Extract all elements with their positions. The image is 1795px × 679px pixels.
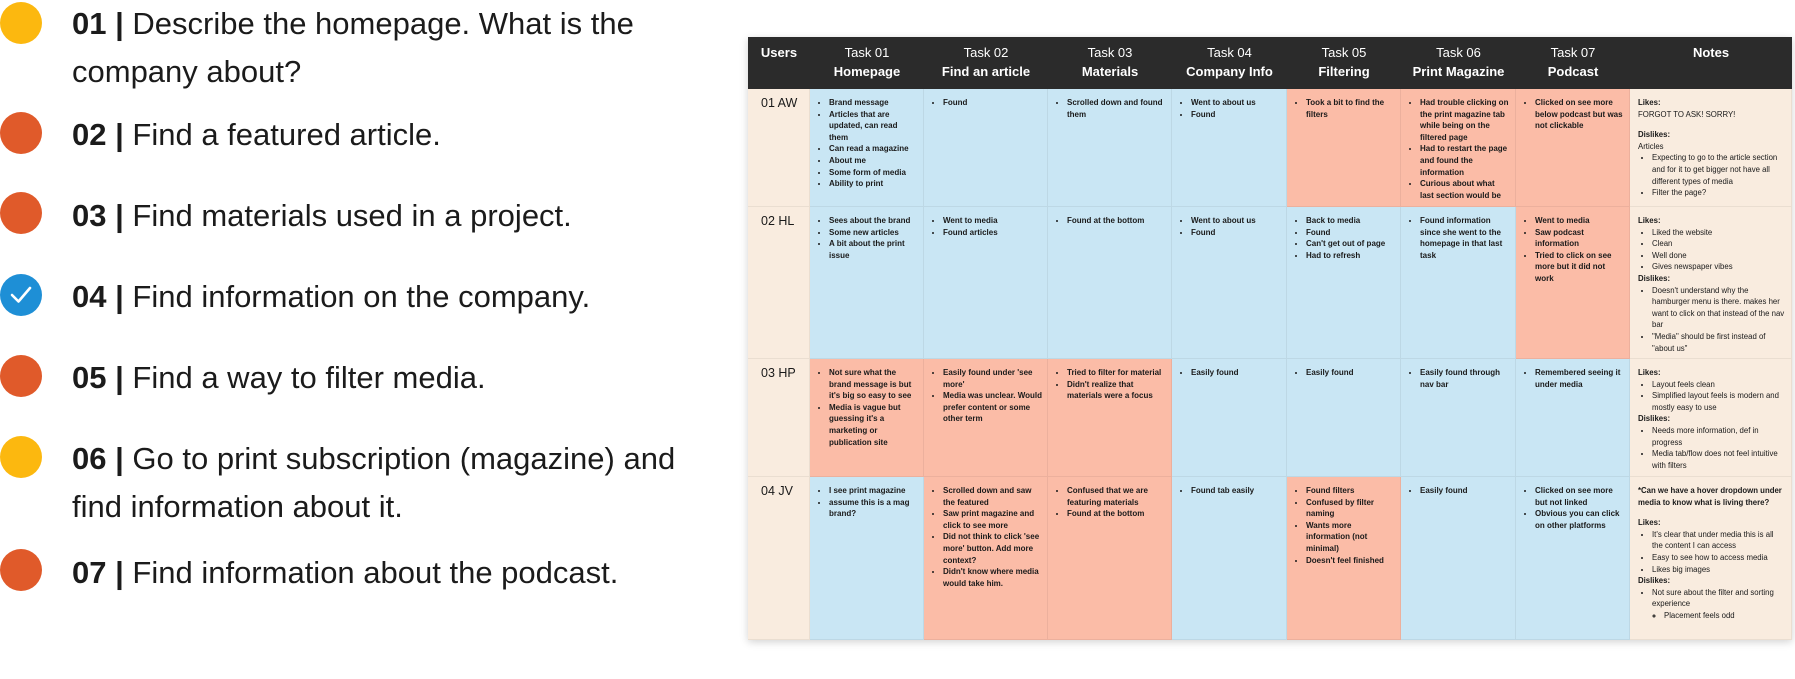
notes-cell bbox=[1630, 359, 1792, 477]
bullet-item: • Media tab/flow does not feel intuitive with filters bbox=[1652, 448, 1785, 471]
dislikes-text: Articles bbox=[1638, 141, 1664, 151]
header-cell bbox=[1287, 37, 1401, 89]
bullet-item: • Scrolled down and found them bbox=[1067, 97, 1166, 120]
observation-list bbox=[1048, 477, 1171, 520]
observation-list bbox=[810, 207, 923, 261]
observation-list bbox=[1401, 89, 1515, 201]
task-label bbox=[72, 549, 712, 597]
observation-list bbox=[1287, 89, 1400, 120]
bullet-item: • Found at the bottom bbox=[1067, 215, 1166, 227]
header-title: Task 04 bbox=[1207, 45, 1252, 60]
notes-cell bbox=[1630, 477, 1792, 640]
bullet-item: • Back to media bbox=[1306, 215, 1395, 227]
header-title: Task 06 bbox=[1436, 45, 1481, 60]
task-line1: Find a featured article. bbox=[132, 117, 441, 152]
status-dot-icon bbox=[0, 192, 42, 234]
observation-list bbox=[1516, 207, 1629, 285]
bullet-item: • Liked the website bbox=[1652, 227, 1785, 239]
task-result-cell bbox=[1287, 89, 1401, 207]
dislikes-label: Dislikes: bbox=[1638, 414, 1671, 424]
likes-label: Likes: bbox=[1638, 216, 1661, 225]
bullet-item: • Found bbox=[1191, 109, 1281, 121]
bullet-item: • Tried to filter for material bbox=[1067, 367, 1166, 379]
sub-list bbox=[1652, 610, 1785, 622]
bullet-item: • Took a bit to find the filters bbox=[1306, 97, 1395, 120]
bullet-item: • Had to restart the page and found the information bbox=[1420, 143, 1510, 178]
bullet-item: • Found at the bottom bbox=[1067, 508, 1166, 520]
bullet-item: • Clicked on see more below podcast but was not clickable bbox=[1535, 97, 1624, 132]
bullet-item: • Easily found bbox=[1191, 367, 1281, 379]
bullet-item: ◦ Placement feels odd bbox=[1664, 610, 1785, 622]
bullet-item: • Easily found through nav bar bbox=[1420, 367, 1510, 390]
observation-list bbox=[924, 207, 1047, 238]
bullet-item: • assume this is a mag brand? bbox=[829, 497, 918, 520]
bullet-item: • Expecting to go to the article section and for it to get bigger not have all different types of media bbox=[1652, 152, 1785, 187]
status-dot-icon bbox=[0, 2, 42, 44]
task-number: 03 | bbox=[72, 198, 124, 233]
bullet-item: • Gives newspaper vibes bbox=[1652, 261, 1785, 273]
likes-label: Likes: bbox=[1638, 98, 1661, 107]
usability-results-table bbox=[748, 37, 1792, 640]
observation-list bbox=[1401, 359, 1515, 390]
bullet-item: • "Media" should be first instead of "about us" bbox=[1652, 331, 1785, 354]
task-result-cell bbox=[1172, 89, 1287, 207]
bullet-item: • Found bbox=[943, 97, 1042, 109]
likes-label: Likes: bbox=[1638, 368, 1661, 377]
status-dot-icon bbox=[0, 355, 42, 397]
task-result-cell bbox=[1401, 89, 1516, 207]
task-number: 02 | bbox=[72, 117, 124, 152]
bullet-item: • Tried to click on see more but it did not work bbox=[1535, 250, 1624, 285]
task-result-cell bbox=[1048, 89, 1172, 207]
bullet-item: • Had trouble clicking on the print magazine tab while being on the filtered page bbox=[1420, 97, 1510, 143]
task-line2: find information about it. bbox=[72, 489, 403, 524]
task-result-cell bbox=[1516, 89, 1630, 207]
task-label bbox=[72, 273, 712, 321]
status-dot-icon bbox=[0, 112, 42, 154]
bullet-item: • Some new articles bbox=[829, 227, 918, 239]
bullet-item: • Remembered seeing it under media bbox=[1535, 367, 1624, 390]
bullet-item: • Easily found under 'see more' bbox=[943, 367, 1042, 390]
bullet-item: • About me bbox=[829, 155, 918, 167]
task-result-cell bbox=[810, 89, 924, 207]
task-result-cell bbox=[1172, 477, 1287, 640]
bullet-item: • Easy to see how to access media bbox=[1652, 552, 1785, 564]
header-title: Task 02 bbox=[963, 45, 1009, 60]
likes-list bbox=[1638, 529, 1785, 575]
dislikes-list bbox=[1638, 425, 1785, 471]
task-result-cell bbox=[1401, 477, 1516, 640]
task-line1: Find information on the company. bbox=[132, 279, 591, 314]
bullet-item: • Obvious you can click on other platforms bbox=[1535, 508, 1624, 531]
bullet-item: • Clean bbox=[1652, 238, 1785, 250]
bullet-item: • Found tab easily bbox=[1191, 485, 1281, 497]
observation-list bbox=[1287, 477, 1400, 566]
header-subtitle: Podcast bbox=[1547, 64, 1599, 79]
bullet-item: • Went to media bbox=[943, 215, 1042, 227]
user-cell: 04 JV bbox=[748, 477, 810, 640]
bullet-item: • Found information since she went to the homepage in that last task bbox=[1420, 215, 1510, 261]
notes-question: *Can we have a hover dropdown under media to know what is living there? bbox=[1638, 486, 1782, 507]
observation-list bbox=[1048, 207, 1171, 227]
bullet-item: • Can read a magazine bbox=[829, 143, 918, 155]
bullet-item: • Doesn't understand why the hamburger menu is there. makes her want to click on that instead of the nav bar bbox=[1652, 285, 1785, 331]
spacer bbox=[1638, 508, 1785, 517]
task-line1: Find information about the podcast. bbox=[132, 555, 619, 590]
status-dot-icon bbox=[0, 549, 42, 591]
bullet-item: • Some form of media bbox=[829, 167, 918, 179]
header-subtitle: Company Info bbox=[1186, 64, 1273, 79]
task-result-cell bbox=[924, 207, 1048, 359]
observation-list bbox=[924, 89, 1047, 109]
task-line1: Describe the homepage. What is the bbox=[132, 6, 634, 41]
bullet-item: • Saw print magazine and click to see more bbox=[943, 508, 1042, 531]
header-cell bbox=[1516, 37, 1630, 89]
task-number: 07 | bbox=[72, 555, 124, 590]
header-cell bbox=[1048, 37, 1172, 89]
task-result-cell bbox=[1287, 477, 1401, 640]
header-title: Users bbox=[760, 45, 798, 60]
bullet-item: • Didn't realize that materials were a focus bbox=[1067, 379, 1166, 402]
task-result-cell bbox=[1287, 207, 1401, 359]
bullet-item: • Didn't know where media would take him. bbox=[943, 566, 1042, 589]
task-result-cell bbox=[1516, 359, 1630, 477]
bullet-item: • Likes big images bbox=[1652, 564, 1785, 576]
bullet-item: • It's clear that under media this is all the content I can access bbox=[1652, 529, 1785, 552]
observation-list bbox=[1401, 207, 1515, 261]
bullet-item: • Ability to print bbox=[829, 178, 918, 190]
bullet-item: • Found filters bbox=[1306, 485, 1395, 497]
task-result-cell bbox=[1516, 477, 1630, 640]
bullet-item: • Easily found bbox=[1420, 485, 1510, 497]
observation-list bbox=[1516, 477, 1629, 531]
bullet-item: • Media is vague but guessing it's a marketing or publication site bbox=[829, 402, 918, 448]
bullet-item: • Wants more information (not minimal) bbox=[1306, 520, 1395, 555]
header-subtitle: Homepage bbox=[833, 64, 901, 79]
header-title: Task 01 bbox=[844, 45, 890, 60]
task-line2: company about? bbox=[72, 54, 302, 89]
task-line1: Go to print subscription (magazine) and bbox=[132, 441, 676, 476]
task-result-cell bbox=[810, 207, 924, 359]
task-result-cell bbox=[1401, 359, 1516, 477]
observation-list bbox=[1401, 477, 1515, 497]
task-number: 04 | bbox=[72, 279, 124, 314]
observation-list bbox=[810, 359, 923, 448]
bullet-item: • Did not think to click 'see more' button. Add more context? bbox=[943, 531, 1042, 566]
likes-text: FORGOT TO ASK! SORRY! bbox=[1638, 109, 1736, 119]
task-result-cell bbox=[924, 359, 1048, 477]
user-cell: 03 HP bbox=[748, 359, 810, 477]
bullet-item: • Needs more information, def in progress bbox=[1652, 425, 1785, 448]
dislikes-list bbox=[1638, 152, 1785, 198]
bullet-item: • Clicked on see more but not linked bbox=[1535, 485, 1624, 508]
task-label bbox=[72, 435, 712, 531]
observation-list bbox=[810, 477, 923, 520]
table-header bbox=[748, 37, 1792, 89]
task-result-cell bbox=[810, 359, 924, 477]
bullet-item: • Not sure about the filter and sorting experience bbox=[1652, 587, 1785, 610]
checkmark-icon bbox=[0, 274, 42, 316]
observation-list bbox=[1287, 359, 1400, 379]
spacer bbox=[1638, 120, 1785, 129]
header-subtitle: Print Magazine bbox=[1412, 64, 1505, 79]
observation-list bbox=[924, 359, 1047, 425]
task-result-cell bbox=[1401, 207, 1516, 359]
bullet-item: • Layout feels clean bbox=[1652, 379, 1785, 391]
task-result-cell bbox=[1172, 207, 1287, 359]
bullet-item: • Had to refresh bbox=[1306, 250, 1395, 262]
likes-label: Likes: bbox=[1638, 518, 1661, 528]
bullet-item: • Easily found bbox=[1306, 367, 1395, 379]
dislikes-label: Dislikes: bbox=[1638, 576, 1671, 586]
notes-cell bbox=[1630, 89, 1792, 207]
task-number: 01 | bbox=[72, 6, 124, 41]
dislikes-list bbox=[1638, 587, 1785, 622]
status-dot-icon bbox=[0, 436, 42, 478]
task-result-cell bbox=[1287, 359, 1401, 477]
task-result-cell bbox=[924, 477, 1048, 640]
bullet-item: • Found bbox=[1191, 227, 1281, 239]
task-result-cell bbox=[1048, 207, 1172, 359]
task-line1: Find a way to filter media. bbox=[132, 360, 486, 395]
task-number: 05 | bbox=[72, 360, 124, 395]
bullet-item: • Saw podcast information bbox=[1535, 227, 1624, 250]
bullet-item: • Doesn't feel finished bbox=[1306, 555, 1395, 567]
bullet-item: • Media was unclear. Would prefer content or some other term bbox=[943, 390, 1042, 425]
task-number: 06 | bbox=[72, 441, 124, 476]
bullet-item: • Confused by filter naming bbox=[1306, 497, 1395, 520]
dislikes-label: Dislikes: bbox=[1638, 130, 1671, 140]
user-cell: 02 HL bbox=[748, 207, 810, 359]
user-cell: 01 AW bbox=[748, 89, 810, 207]
task-result-cell bbox=[1172, 359, 1287, 477]
task-result-cell bbox=[1048, 359, 1172, 477]
task-label bbox=[72, 111, 712, 159]
observation-list bbox=[810, 89, 923, 190]
header-title: Notes bbox=[1692, 45, 1730, 60]
observation-list bbox=[1516, 89, 1629, 132]
bullet-item: • Found articles bbox=[943, 227, 1042, 239]
dislikes-list bbox=[1638, 285, 1785, 355]
bullet-item: • Brand message bbox=[829, 97, 918, 109]
observation-list bbox=[1048, 89, 1171, 120]
observation-list bbox=[1172, 359, 1286, 379]
likes-list bbox=[1638, 227, 1785, 273]
task-label bbox=[72, 354, 712, 402]
bullet-item: • Went to media bbox=[1535, 215, 1624, 227]
task-result-cell bbox=[1516, 207, 1630, 359]
bullet-item: • Simplified layout feels is modern and mostly easy to use bbox=[1652, 390, 1785, 413]
dislikes-label: Dislikes: bbox=[1638, 273, 1671, 283]
bullet-item: • Not sure what the brand message is but it's big so easy to see bbox=[829, 367, 918, 402]
bullet-item: • Found bbox=[1306, 227, 1395, 239]
bullet-item: • I see print magazine bbox=[829, 485, 918, 497]
header-cell bbox=[924, 37, 1048, 89]
bullet-item: • Can't get out of page bbox=[1306, 238, 1395, 250]
bullet-item: • Sees about the brand bbox=[829, 215, 918, 227]
bullet-item: • Confused that we are featuring materials bbox=[1067, 485, 1166, 508]
observation-list bbox=[1172, 207, 1286, 238]
task-result-cell bbox=[924, 89, 1048, 207]
task-result-cell bbox=[1048, 477, 1172, 640]
header-title: Task 07 bbox=[1550, 45, 1596, 60]
header-subtitle: Filtering bbox=[1318, 64, 1370, 79]
bullet-item: • Scrolled down and saw the featured bbox=[943, 485, 1042, 508]
bullet-item: • A bit about the print issue bbox=[829, 238, 918, 261]
task-label bbox=[72, 0, 712, 96]
header-subtitle: Find an article bbox=[941, 64, 1031, 79]
bullet-item: • Curious about what last section would be bbox=[1420, 178, 1510, 201]
observation-list bbox=[1048, 359, 1171, 402]
observation-list bbox=[1172, 477, 1286, 497]
header-subtitle: Materials bbox=[1081, 64, 1139, 79]
task-label bbox=[72, 192, 712, 240]
header-cell bbox=[1630, 37, 1792, 89]
observation-list bbox=[1287, 207, 1400, 261]
header-cell bbox=[1401, 37, 1516, 89]
header-cell bbox=[810, 37, 924, 89]
observation-list bbox=[1516, 359, 1629, 390]
bullet-item: • Filter the page? bbox=[1652, 187, 1785, 199]
task-line1: Find materials used in a project. bbox=[132, 198, 572, 233]
likes-list bbox=[1638, 379, 1785, 414]
bullet-item: • Went to about us bbox=[1191, 97, 1281, 109]
bullet-item: • Went to about us bbox=[1191, 215, 1281, 227]
task-result-cell bbox=[810, 477, 924, 640]
bullet-item: • Articles that are updated, can read them bbox=[829, 109, 918, 144]
header-cell bbox=[748, 37, 810, 89]
notes-cell bbox=[1630, 207, 1792, 359]
header-title: Task 03 bbox=[1087, 45, 1133, 60]
observation-list bbox=[1172, 89, 1286, 120]
bullet-item: • Well done bbox=[1652, 250, 1785, 262]
observation-list bbox=[924, 477, 1047, 589]
header-title: Task 05 bbox=[1321, 45, 1367, 60]
header-cell bbox=[1172, 37, 1287, 89]
